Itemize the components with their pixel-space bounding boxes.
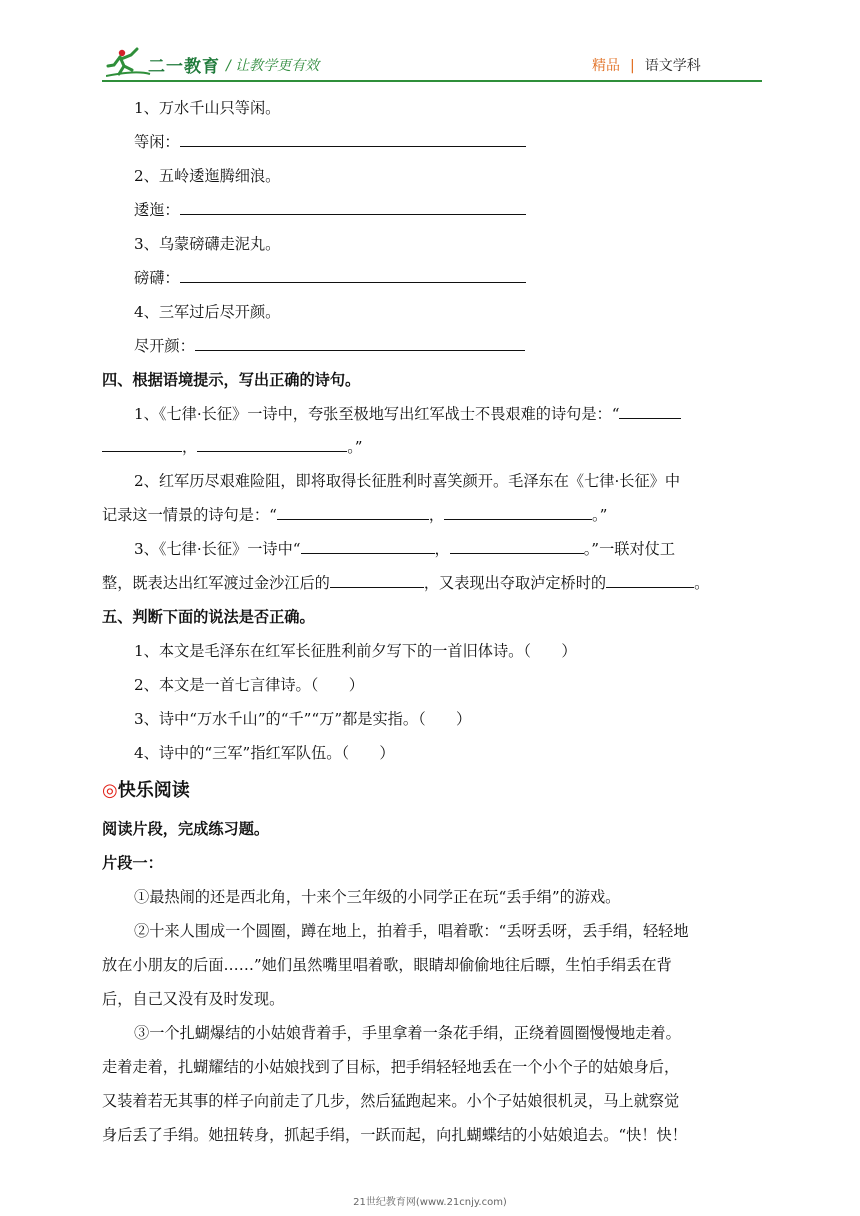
q3-word-1: 等闲：: [134, 133, 180, 151]
q3-sentence-4: 4、三军过后尽开颜。: [134, 303, 281, 321]
premium-tag: 精品: [592, 58, 620, 74]
answer-blank[interactable]: [102, 436, 182, 452]
reading-line: 放在小朋友的后面……”她们虽然嘴里唱着歌，眼睛却偷偷地往后瞟，生怕手绢丢在背: [102, 956, 672, 974]
answer-blank[interactable]: [330, 572, 424, 588]
reading-heading: [102, 776, 190, 802]
answer-blank[interactable]: [301, 538, 435, 554]
q3-sentence-2: 2、五岭逶迤腾细浪。: [134, 167, 281, 185]
q3-sentence-1: 1、万水千山只等闲。: [134, 99, 281, 117]
logo-text: 二一教育: [148, 57, 220, 77]
reading-instruction: 阅读片段，完成练习题。: [102, 820, 270, 838]
q3-answer-4: [134, 335, 525, 356]
reading-line: ③一个扎蝴爆结的小姑娘背着手，手里拿着一条花手绢，正绕着圆圈慢慢地走着。: [134, 1024, 681, 1042]
q5-item-1: 1、本文是毛泽东在红军长征胜利前夕写下的一首旧体诗。（ ）: [134, 642, 577, 660]
header-subject: [592, 55, 701, 75]
answer-blank[interactable]: [195, 335, 525, 351]
q4-item-3-text: 3、《七律·长征》一诗中“: [134, 540, 301, 558]
target-icon: ◎: [102, 780, 118, 801]
answer-blank[interactable]: [180, 131, 526, 147]
reading-line: ②十来人围成一个圆圈，蹲在地上，拍着手，唱着歌：“丢呀丢呀，丢手绢，轻轻地: [134, 922, 689, 940]
q4-item-1-text: 1、《七律·长征》一诗中，夸张至极地写出红军战士不畏艰难的诗句是：“: [134, 405, 620, 423]
reading-line: 身后丢了手绢。她扭转身，抓起手绢，一跃而起，向扎蝴蝶结的小姑娘追去。“快！快！: [102, 1126, 687, 1144]
answer-blank[interactable]: [444, 504, 592, 520]
q3-word-4: 尽开颜：: [134, 337, 195, 355]
reading-heading-text: 快乐阅读: [117, 780, 190, 801]
fragment-label: 片段一：: [102, 854, 163, 872]
q5-item-2: 2、本文是一首七言律诗。（ ）: [134, 676, 364, 694]
slogan: / 让教学更有效: [226, 58, 320, 74]
section-5-title: 五、判断下面的说法是否正确。: [102, 608, 315, 626]
q3-word-2: 逶迤：: [134, 201, 180, 219]
header-rule: [102, 80, 762, 82]
reading-line: 后，自己又没有及时发现。: [102, 990, 285, 1008]
q5-item-3: 3、诗中“万水千山”的“千”“万”都是实指。（ ）: [134, 710, 472, 728]
q5-item-4: 4、诗中的“三军”指红军队伍。（ ）: [134, 744, 395, 762]
reading-line: 又装着若无其事的样子向前走了几步，然后猛跑起来。小个子姑娘很机灵，马上就察觉: [102, 1092, 680, 1110]
q3-answer-2: [134, 199, 526, 220]
comma: ，: [182, 438, 198, 456]
q3-answer-3: [134, 267, 526, 288]
answer-blank[interactable]: [180, 199, 526, 215]
q4-item-3: [134, 538, 675, 559]
q4-item-2-text: 记录这一情景的诗句是：“: [102, 506, 277, 524]
period-quote: 。”: [347, 438, 363, 456]
comma: ，: [428, 506, 445, 524]
q4-item-3-text-b: 。”一联对仗工: [583, 540, 676, 558]
reading-line: 走着走着，扎蝴耀结的小姑娘找到了目标，把手绢轻轻地丢在一个小个子的姑娘身后，: [102, 1058, 680, 1076]
q4-item-3-cont: [102, 572, 709, 593]
answer-blank[interactable]: [197, 436, 347, 452]
q3-word-3: 磅礴：: [134, 269, 180, 287]
period-quote: 。”: [592, 506, 608, 524]
page-footer: 21世纪教育网(www.21cnjy.com): [353, 1197, 507, 1208]
q3-sentence-3: 3、乌蒙磅礴走泥丸。: [134, 235, 281, 253]
answer-blank[interactable]: [277, 504, 429, 520]
section-4-title: 四、根据语境提示，写出正确的诗句。: [102, 371, 361, 389]
answer-blank[interactable]: [180, 267, 526, 283]
period: 。: [694, 574, 710, 592]
q4-item-2: 2、红军历尽艰难险阻，即将取得长征胜利时喜笑颜开。毛泽东在《七律·长征》中: [134, 472, 681, 490]
header-divider: |: [630, 58, 635, 74]
answer-blank[interactable]: [450, 538, 584, 554]
q4-item-3-text-d: ，又表现出夺取泸定桥时的: [423, 574, 607, 592]
reading-line: ①最热闹的还是西北角，十来个三年级的小同学正在玩“丢手绢”的游戏。: [134, 888, 621, 906]
answer-blank[interactable]: [606, 572, 694, 588]
answer-blank[interactable]: [619, 403, 681, 419]
q4-item-2-cont: [102, 504, 607, 525]
q3-answer-1: [134, 131, 526, 152]
q4-item-3-text-c: 整，既表达出红军渡过金沙江后的: [102, 574, 330, 592]
q4-item-1-cont: [102, 436, 363, 457]
comma: ，: [434, 540, 450, 558]
subject-label: 语文学科: [644, 58, 701, 74]
page-header: [0, 0, 860, 90]
q4-item-1: [134, 403, 681, 424]
